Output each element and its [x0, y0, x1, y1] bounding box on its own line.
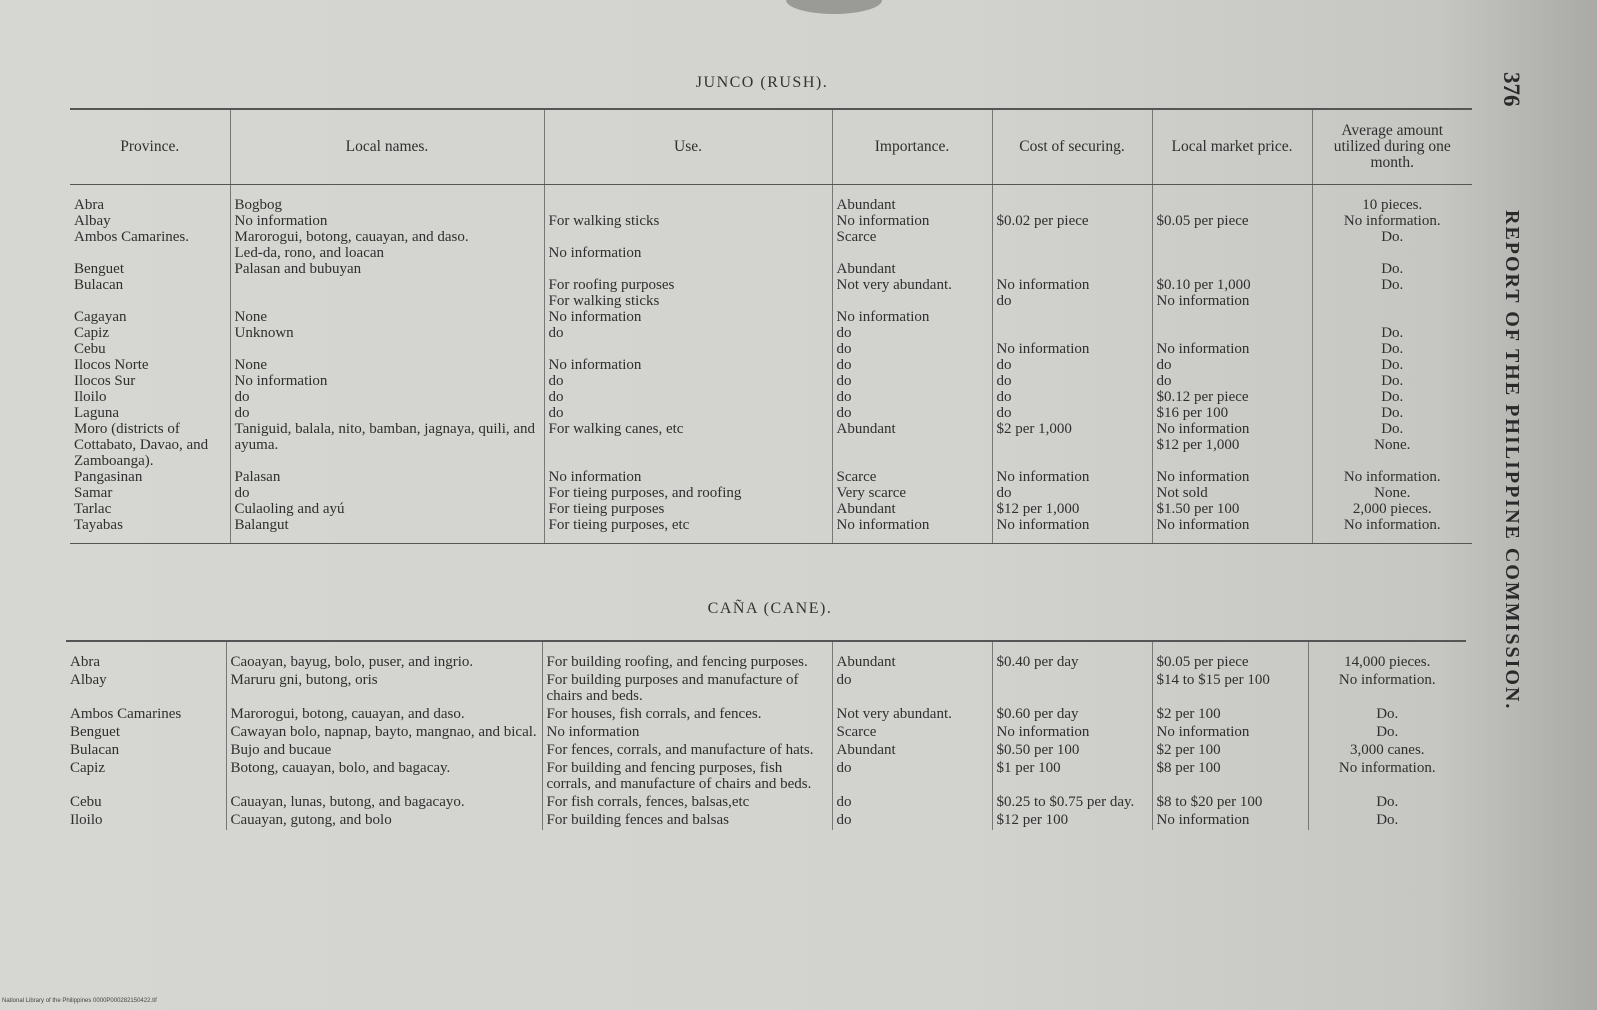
average-cell: 10 pieces. No information. Do. Do. Do.	[1312, 185, 1472, 310]
use-cell: For walking sticks No information For roofing purposes For walking sticks	[544, 185, 832, 310]
local-names-cell: Caoayan, bayug, bolo, puser, and ingrio.	[226, 641, 542, 672]
cost-cell: $0.50 per 100	[992, 742, 1152, 760]
use-cell: For building fences and balsas	[542, 812, 832, 830]
province-cell: Capiz	[70, 760, 105, 776]
province-cell: Abra Albay Ambos Camarines. Benguet Bulacan	[74, 197, 189, 293]
market-price-cell: $0.05 per piece $0.10 per 1,000 No information	[1152, 185, 1312, 310]
market-price-cell: $0.05 per piece	[1152, 641, 1308, 672]
market-price-cell: $2 per 100	[1152, 742, 1308, 760]
table-row	[66, 812, 1466, 830]
local-names-cell: Cauayan, gutong, and bolo	[226, 812, 542, 830]
local-names-cell: Maruru gni, butong, oris	[226, 672, 542, 706]
cost-cell: No information	[992, 724, 1152, 742]
importance-cell: do	[832, 794, 992, 812]
importance-cell: do	[832, 812, 992, 830]
importance-cell: do	[832, 672, 992, 706]
cost-cell: $12 per 100	[992, 812, 1152, 830]
use-cell: No information For tieing purposes, and roofing For tieing purposes For tieing purposes, etc	[544, 469, 832, 544]
market-price-cell: No information do do $0.12 per piece $16 per 100 No information $12 per 1,000	[1152, 309, 1312, 469]
province-cell: Cebu	[70, 794, 102, 810]
col-header-local-names: Local names.	[230, 109, 544, 185]
table-row	[70, 469, 1472, 544]
importance-cell: Abundant	[832, 641, 992, 672]
importance-cell: Scarce	[832, 724, 992, 742]
cost-cell: $0.25 to $0.75 per day.	[992, 794, 1152, 812]
table-row	[66, 706, 1466, 724]
col-header-cost: Cost of securing.	[992, 109, 1152, 185]
table-row	[66, 760, 1466, 794]
province-cell: Cagayan Capiz Cebu Ilocos Norte Ilocos Sur Iloilo Laguna Moro (districts of Cottabato, Davao, and Zamboanga).	[74, 309, 209, 469]
local-names-cell: Bujo and bucaue	[226, 742, 542, 760]
average-cell: 3,000 canes.	[1308, 742, 1466, 760]
local-names-cell: Bogbog No information Marorogui, botong, cauayan, and daso. Led-da, rono, and loacan Palasan and bubuyan	[230, 185, 544, 310]
average-cell: Do.	[1308, 794, 1466, 812]
use-cell: For fish corrals, fences, balsas,etc	[542, 794, 832, 812]
page-number: 376	[1499, 72, 1524, 107]
local-names-cell: Cauayan, lunas, butong, and bagacayo.	[226, 794, 542, 812]
province-cell: Pangasinan Samar Tarlac Tayabas	[70, 469, 230, 544]
province-cell: Abra	[70, 654, 100, 670]
cana-table	[66, 640, 1466, 830]
use-cell: No information	[542, 724, 832, 742]
province-cell: Albay	[70, 672, 107, 688]
table-row	[66, 742, 1466, 760]
use-cell: For building roofing, and fencing purposes.	[542, 641, 832, 672]
market-price-cell: No information	[1152, 812, 1308, 830]
province-cell: Benguet	[70, 724, 120, 740]
importance-cell: Scarce Very scarce Abundant No information	[832, 469, 992, 544]
cost-cell: $0.40 per day	[992, 641, 1152, 672]
province-cell: Iloilo	[70, 812, 103, 828]
average-cell: Do.	[1308, 706, 1466, 724]
importance-cell: Abundant No information Scarce Abundant Not very abundant.	[832, 185, 992, 310]
local-names-cell: None Unknown None No information do do Taniguid, balala, nito, bamban, jagnaya, quili, and ayuma.	[230, 309, 544, 469]
local-names-cell: Botong, cauayan, bolo, and bagacay.	[226, 760, 542, 794]
importance-cell: Abundant	[832, 742, 992, 760]
running-head: REPORT OF THE PHILIPPINE COMMISSION.	[1501, 210, 1523, 711]
cost-cell: No information do $12 per 1,000 No information	[992, 469, 1152, 544]
table-row	[70, 309, 1472, 469]
table-row	[66, 794, 1466, 812]
market-price-cell: No information Not sold $1.50 per 100 No information	[1152, 469, 1312, 544]
market-price-cell: $2 per 100	[1152, 706, 1308, 724]
junco-header-row	[70, 109, 1472, 185]
market-price-cell: $8 per 100	[1152, 760, 1308, 794]
market-price-cell: No information	[1152, 724, 1308, 742]
table-row	[66, 724, 1466, 742]
use-cell: For building purposes and manufacture of chairs and beds.	[542, 672, 832, 706]
cost-cell: $1 per 100	[992, 760, 1152, 794]
market-price-cell: $14 to $15 per 100	[1152, 672, 1308, 706]
average-cell: Do.	[1308, 812, 1466, 830]
importance-cell: No information do do do do do do Abundant	[832, 309, 992, 469]
table-row	[70, 185, 1472, 310]
average-cell: 14,000 pieces.	[1308, 641, 1466, 672]
average-cell: No information.	[1308, 760, 1466, 794]
province-cell: Ambos Camarines	[70, 706, 182, 722]
average-cell: Do. Do. Do. Do. Do. Do. Do. None.	[1312, 309, 1472, 469]
table-row	[66, 641, 1466, 672]
cana-title: CAÑA (CANE).	[707, 600, 833, 617]
use-cell: For houses, fish corrals, and fences.	[542, 706, 832, 724]
average-cell: Do.	[1308, 724, 1466, 742]
cost-cell: $0.02 per piece No information do	[992, 185, 1152, 310]
col-header-average: Average amount utilized during one month.	[1312, 109, 1472, 185]
local-names-cell: Palasan do Culaoling and ayú Balangut	[230, 469, 544, 544]
local-names-cell: Cawayan bolo, napnap, bayto, mangnao, and bical.	[226, 724, 542, 742]
use-cell: For building and fencing purposes, fish corrals, and manufacture of chairs and beds.	[542, 760, 832, 794]
province-cell: Bulacan	[70, 742, 120, 758]
use-cell: No information do No information do do do For walking canes, etc	[544, 309, 832, 469]
average-cell: No information.	[1308, 672, 1466, 706]
table-row	[66, 672, 1466, 706]
cost-cell: No information do do do do $2 per 1,000	[992, 309, 1152, 469]
importance-cell: Not very abundant.	[832, 706, 992, 724]
local-names-cell: Marorogui, botong, cauayan, and daso.	[226, 706, 542, 724]
junco-table	[70, 108, 1472, 544]
cost-cell	[992, 672, 1152, 706]
col-header-importance: Importance.	[832, 109, 992, 185]
cost-cell: $0.60 per day	[992, 706, 1152, 724]
col-header-use: Use.	[544, 109, 832, 185]
col-header-province: Province.	[70, 109, 230, 185]
use-cell: For fences, corrals, and manufacture of hats.	[542, 742, 832, 760]
scan-footer: National Library of the Philippines 0000P000282150422.tif	[2, 998, 157, 1004]
average-cell: No information. None. 2,000 pieces. No information.	[1312, 469, 1472, 544]
col-header-market-price: Local market price.	[1152, 109, 1312, 185]
junco-title: JUNCO (RUSH).	[695, 74, 829, 91]
market-price-cell: $8 to $20 per 100	[1152, 794, 1308, 812]
importance-cell: do	[832, 760, 992, 794]
